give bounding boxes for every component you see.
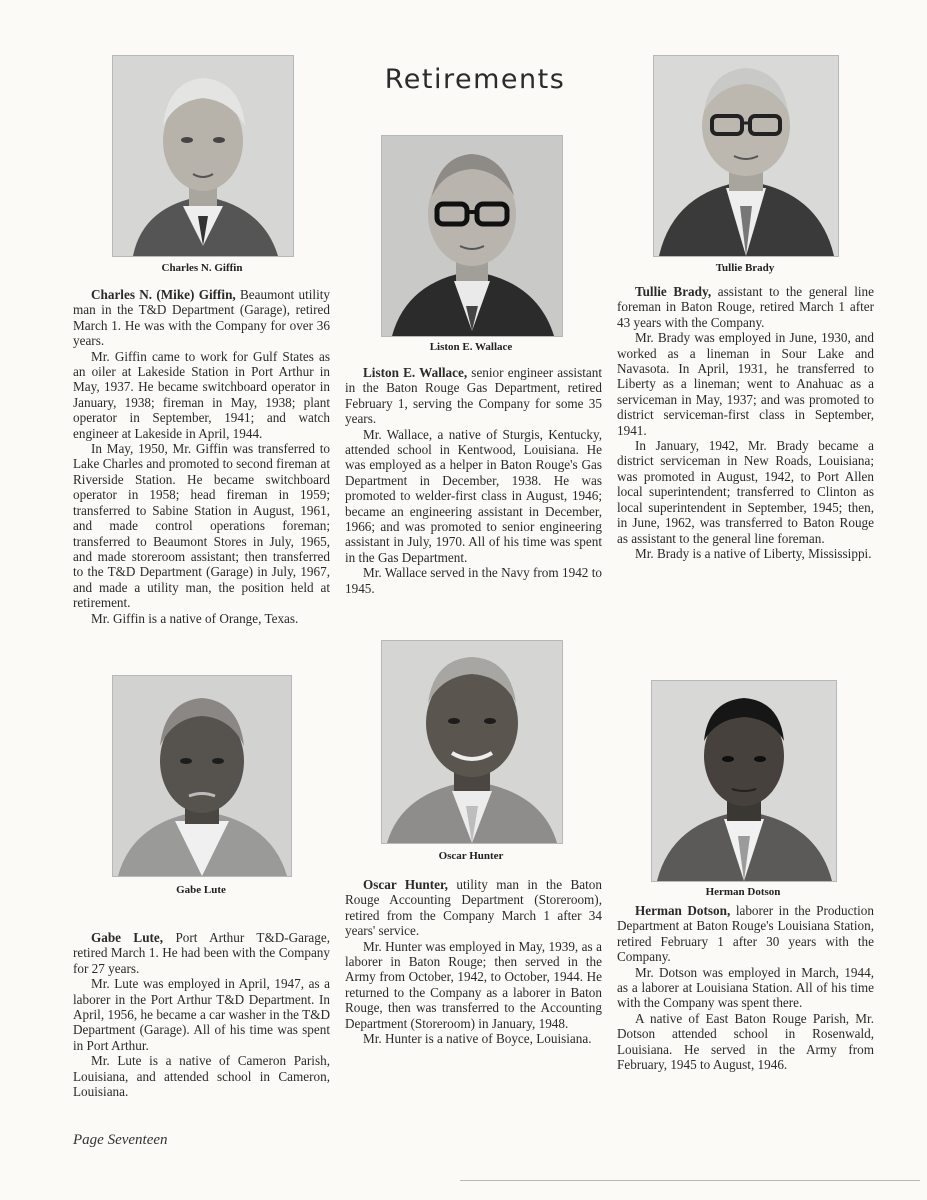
article-paragraph: Mr. Hunter was employed in May, 1939, as a laborer in Baton Rouge; then served in the Army from October, 1942, to October, 1944. He returned to the Company as a laborer in Baton Rouge, then was transferred to the Accounting Department (Storeroom) in January, 1948. (345, 938, 602, 1031)
article-paragraph: Mr. Hunter is a native of Boyce, Louisiana. (363, 1031, 592, 1047)
article-paragraph: Mr. Dotson was employed in March, 1944, as a laborer at Louisiana Station. All of his time with the Company was spent there. (617, 964, 874, 1011)
article-lead-name: Gabe Lute, (91, 930, 164, 945)
article-paragraph: Mr. Lute was employed in April, 1947, as a laborer in the Port Arthur T&D Department. In April, 1956, he became a car washer in the T&D Department (Garage). All of his time was spent in Port Arthur. (73, 976, 330, 1053)
article-lead-text: Beaumont utility man in the T&D Department (Garage), retired March 1. He was with the Company for over 36 years. (73, 287, 330, 349)
article-lead-text: Port Arthur T&D-Garage, retired March 1. He had been with the Company for 27 years. (73, 930, 330, 976)
page-number: Page Seventeen (73, 1132, 168, 1148)
footer-rule (460, 1180, 920, 1181)
article-paragraph: Mr. Lute is a native of Cameron Parish, Louisiana, and attended school in Cameron, Louisiana. (73, 1053, 330, 1100)
article-lute (73, 930, 330, 1099)
article-paragraph: Mr. Brady is a native of Liberty, Mississippi. (635, 545, 872, 561)
article-paragraph: Mr. Brady was employed in June, 1930, and worked as a lineman in Sour Lake and Navasota. In April, 1931, he transferred to Liberty as a lineman; went to Anahuac as a serviceman in May, 1937; and was promoted to district serviceman-first class in September, 1941. (617, 330, 874, 438)
portrait-photo-lute (112, 675, 292, 877)
article-lead-name: Tullie Brady, (635, 284, 712, 299)
photo-caption-hunter: Oscar Hunter (438, 850, 504, 862)
article-paragraph: Mr. Giffin is a native of Orange, Texas. (91, 610, 299, 626)
article-paragraph: Mr. Giffin came to work for Gulf States as an oiler at Lakeside Station in Port Arthur in May, 1937. He became switchboard operator in January, 1938; fireman in May, 1938; plant operator in September, 1941; and watch engineer at Lakeside in April, 1944. (73, 348, 330, 441)
photo-caption-wallace: Liston E. Wallace (429, 341, 513, 353)
portrait-photo-giffin (112, 55, 294, 257)
article-brady (617, 284, 874, 561)
article-lead-name: Charles N. (Mike) Giffin, (91, 287, 236, 302)
portrait-photo-hunter (381, 640, 563, 844)
article-lead-text: utility man in the Baton Rouge Accounting Department (Storeroom), retired from the Company March 1 after 34 years' service. (345, 877, 602, 939)
article-lead-text: assistant to the general line foreman in Baton Rouge, retired March 1 after 43 years with the Company. (617, 284, 874, 330)
photo-caption-dotson: Herman Dotson (705, 886, 781, 898)
portrait-photo-wallace (381, 135, 563, 337)
article-paragraph: In January, 1942, Mr. Brady became a district serviceman in New Roads, Louisiana; was promoted in August, 1942, to Port Allen local superintendent; transferred to Clinton as local superintendent in September, 1945; then, in June, 1962, was transferred to Baton Rouge as assistant to the general line foreman. (617, 438, 874, 546)
photo-caption-brady: Tullie Brady (715, 262, 775, 274)
article-lead-name: Herman Dotson, (635, 903, 731, 918)
article-lead-name: Liston E. Wallace, (363, 365, 468, 380)
page-title: Retirements (384, 64, 566, 96)
article-paragraph: In May, 1950, Mr. Giffin was transferred to Lake Charles and promoted to second fireman at Riverside Station. He became switchboard operator in 1958; head fireman in 1959; transferred to Sabine Station in August, 1961, and made control operations foreman; transferred to Beaumont Stores in July, 1965, and made storeroom assistant; then transferred to the T&D Department (Garage) in July, 1967, and made a utility man, the position held at retirement. (73, 441, 330, 611)
photo-caption-giffin: Charles N. Giffin (161, 262, 243, 274)
article-paragraph: Mr. Wallace, a native of Sturgis, Kentucky, attended school in Kentwood, Louisiana. He was employed as a helper in Baton Rouge's Gas Department in December, 1938. He was promoted to welder-first class in August, 1946; became an engineering assistant in December, 1966; and was promoted to senior engineering assistant in July, 1970. All of his time was spent in the Gas Department. (345, 426, 602, 565)
portrait-photo-brady (653, 55, 839, 257)
article-hunter (345, 877, 602, 1046)
article-dotson (617, 903, 874, 1072)
article-paragraph: A native of East Baton Rouge Parish, Mr. Dotson attended school in Rosenwald, Louisiana. He served in the Army from February, 1945 to August, 1946. (617, 1010, 874, 1073)
photo-caption-lute: Gabe Lute (176, 884, 226, 896)
article-lead-name: Oscar Hunter, (363, 877, 448, 892)
article-giffin (73, 287, 330, 626)
article-wallace (345, 365, 602, 596)
portrait-photo-dotson (651, 680, 837, 882)
article-lead-text: senior engineer assistant in the Baton Rouge Gas Department, retired February 1, serving the Company for some 35 years. (345, 365, 602, 427)
article-paragraph: Mr. Wallace served in the Navy from 1942 to 1945. (345, 565, 602, 596)
article-lead-text: laborer in the Production Department at Baton Rouge's Louisiana Station, retired February 1 after 30 years with the Company. (617, 903, 874, 965)
